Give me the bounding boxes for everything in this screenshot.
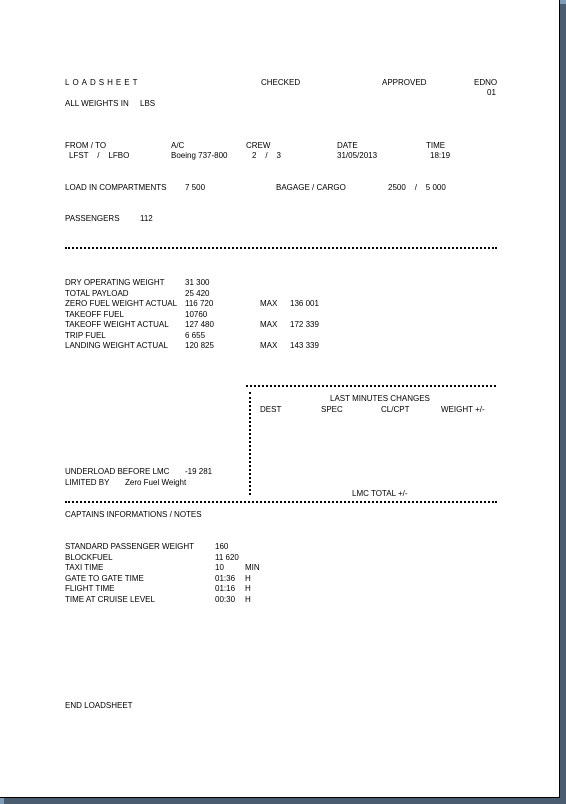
- underload-value: -19 281: [185, 467, 213, 476]
- compartments-value: 7 500: [185, 183, 206, 192]
- weight-value: 127 480: [185, 320, 214, 329]
- weight-label: LANDING WEIGHT ACTUAL: [65, 341, 168, 350]
- lmc-left-line: [249, 392, 251, 495]
- notes-title: CAPTAINS INFORMATIONS / NOTES: [65, 510, 202, 519]
- max-value: 172 339: [290, 320, 319, 329]
- weight-value: 31 300: [185, 278, 210, 287]
- weight-label: ZERO FUEL WEIGHT ACTUAL: [65, 299, 178, 308]
- passengers-label: PASSENGERS: [65, 214, 120, 223]
- notes-value: 01:36: [215, 573, 236, 583]
- max-label: MAX: [260, 299, 278, 308]
- notes-unit: H: [245, 584, 251, 593]
- date-label: DATE: [337, 141, 358, 150]
- separator-line: [65, 247, 497, 249]
- lmc-col-cl-cpt: CL/CPT: [381, 405, 410, 414]
- date-value: 31/05/2013: [337, 151, 378, 160]
- notes-unit: H: [245, 594, 251, 604]
- weight-value: 25 420: [185, 288, 210, 298]
- lmc-col-spec: SPEC: [321, 405, 343, 414]
- edno-value: 01: [487, 88, 496, 97]
- from-to-label: FROM / TO: [65, 141, 107, 150]
- notes-label: BLOCKFUEL: [65, 552, 113, 562]
- weight-label: DRY OPERATING WEIGHT: [65, 278, 165, 287]
- weight-value: 6 655: [185, 330, 206, 340]
- max-value: 136 001: [290, 299, 319, 308]
- lmc-total-label: LMC TOTAL +/-: [352, 489, 408, 498]
- weight-label: TAKEOFF FUEL: [65, 309, 124, 319]
- notes-value: 00:30: [215, 594, 236, 604]
- page-shadow-bottom: [4, 798, 566, 804]
- lmc-col-dest: DEST: [260, 405, 282, 414]
- end-loadsheet-label: END LOADSHEET: [65, 701, 133, 710]
- crew-label: CREW: [246, 141, 271, 150]
- aircraft-value: Boeing 737-800: [171, 151, 228, 160]
- notes-label: TIME AT CRUISE LEVEL: [65, 594, 155, 604]
- approved-label: APPROVED: [382, 78, 427, 87]
- aircraft-label: A/C: [171, 141, 185, 150]
- max-value: 143 339: [290, 341, 319, 350]
- passengers-value: 112: [140, 214, 153, 223]
- from-to-value: LFST / LFBO: [69, 151, 130, 160]
- notes-row: [65, 594, 251, 645]
- time-value: 18:19: [430, 151, 451, 160]
- bagage-cargo-value: 2500 / 5 000: [388, 183, 446, 192]
- notes-value: 160: [215, 542, 229, 551]
- max-label: MAX: [260, 320, 278, 329]
- notes-unit: H: [245, 573, 251, 583]
- lmc-col-weight: WEIGHT +/-: [441, 405, 485, 414]
- weight-label: TOTAL PAYLOAD: [65, 288, 129, 298]
- checked-label: CHECKED: [261, 78, 301, 87]
- page-shadow-right: [560, 4, 566, 804]
- notes-label: GATE TO GATE TIME: [65, 573, 144, 583]
- time-label: TIME: [426, 141, 446, 150]
- notes-label: STANDARD PASSENGER WEIGHT: [65, 542, 195, 551]
- separator-line: [65, 501, 497, 503]
- weights-unit-value: LBS: [140, 99, 156, 108]
- notes-label: TAXI TIME: [65, 563, 104, 572]
- crew-value: 2 / 3: [252, 151, 281, 160]
- weight-label: TAKEOFF WEIGHT ACTUAL: [65, 320, 169, 329]
- notes-unit: MIN: [245, 563, 260, 572]
- notes-label: FLIGHT TIME: [65, 584, 115, 593]
- lmc-top-line: [246, 385, 496, 387]
- notes-value: 11 620: [215, 552, 239, 562]
- loadsheet-title: LOADSHEET: [65, 78, 141, 87]
- weight-value: 116 720: [185, 299, 214, 308]
- limited-by-value: Zero Fuel Weight: [125, 478, 187, 487]
- edno-label: EDNO: [474, 78, 498, 87]
- bagage-cargo-label: BAGAGE / CARGO: [276, 183, 346, 192]
- limited-by-label: LIMITED BY: [65, 478, 110, 487]
- weights-unit-label: ALL WEIGHTS IN: [65, 99, 129, 108]
- compartments-label: LOAD IN COMPARTMENTS: [65, 183, 167, 192]
- underload-label: UNDERLOAD BEFORE LMC: [65, 467, 170, 476]
- notes-value: 10: [215, 563, 224, 572]
- weight-label: TRIP FUEL: [65, 330, 106, 340]
- weight-value: 10760: [185, 309, 208, 319]
- max-label: MAX: [260, 341, 278, 350]
- weight-row: [65, 341, 319, 401]
- notes-value: 01:16: [215, 584, 236, 593]
- lmc-title: LAST MINUTES CHANGES: [330, 394, 430, 403]
- weight-value: 120 825: [185, 341, 214, 350]
